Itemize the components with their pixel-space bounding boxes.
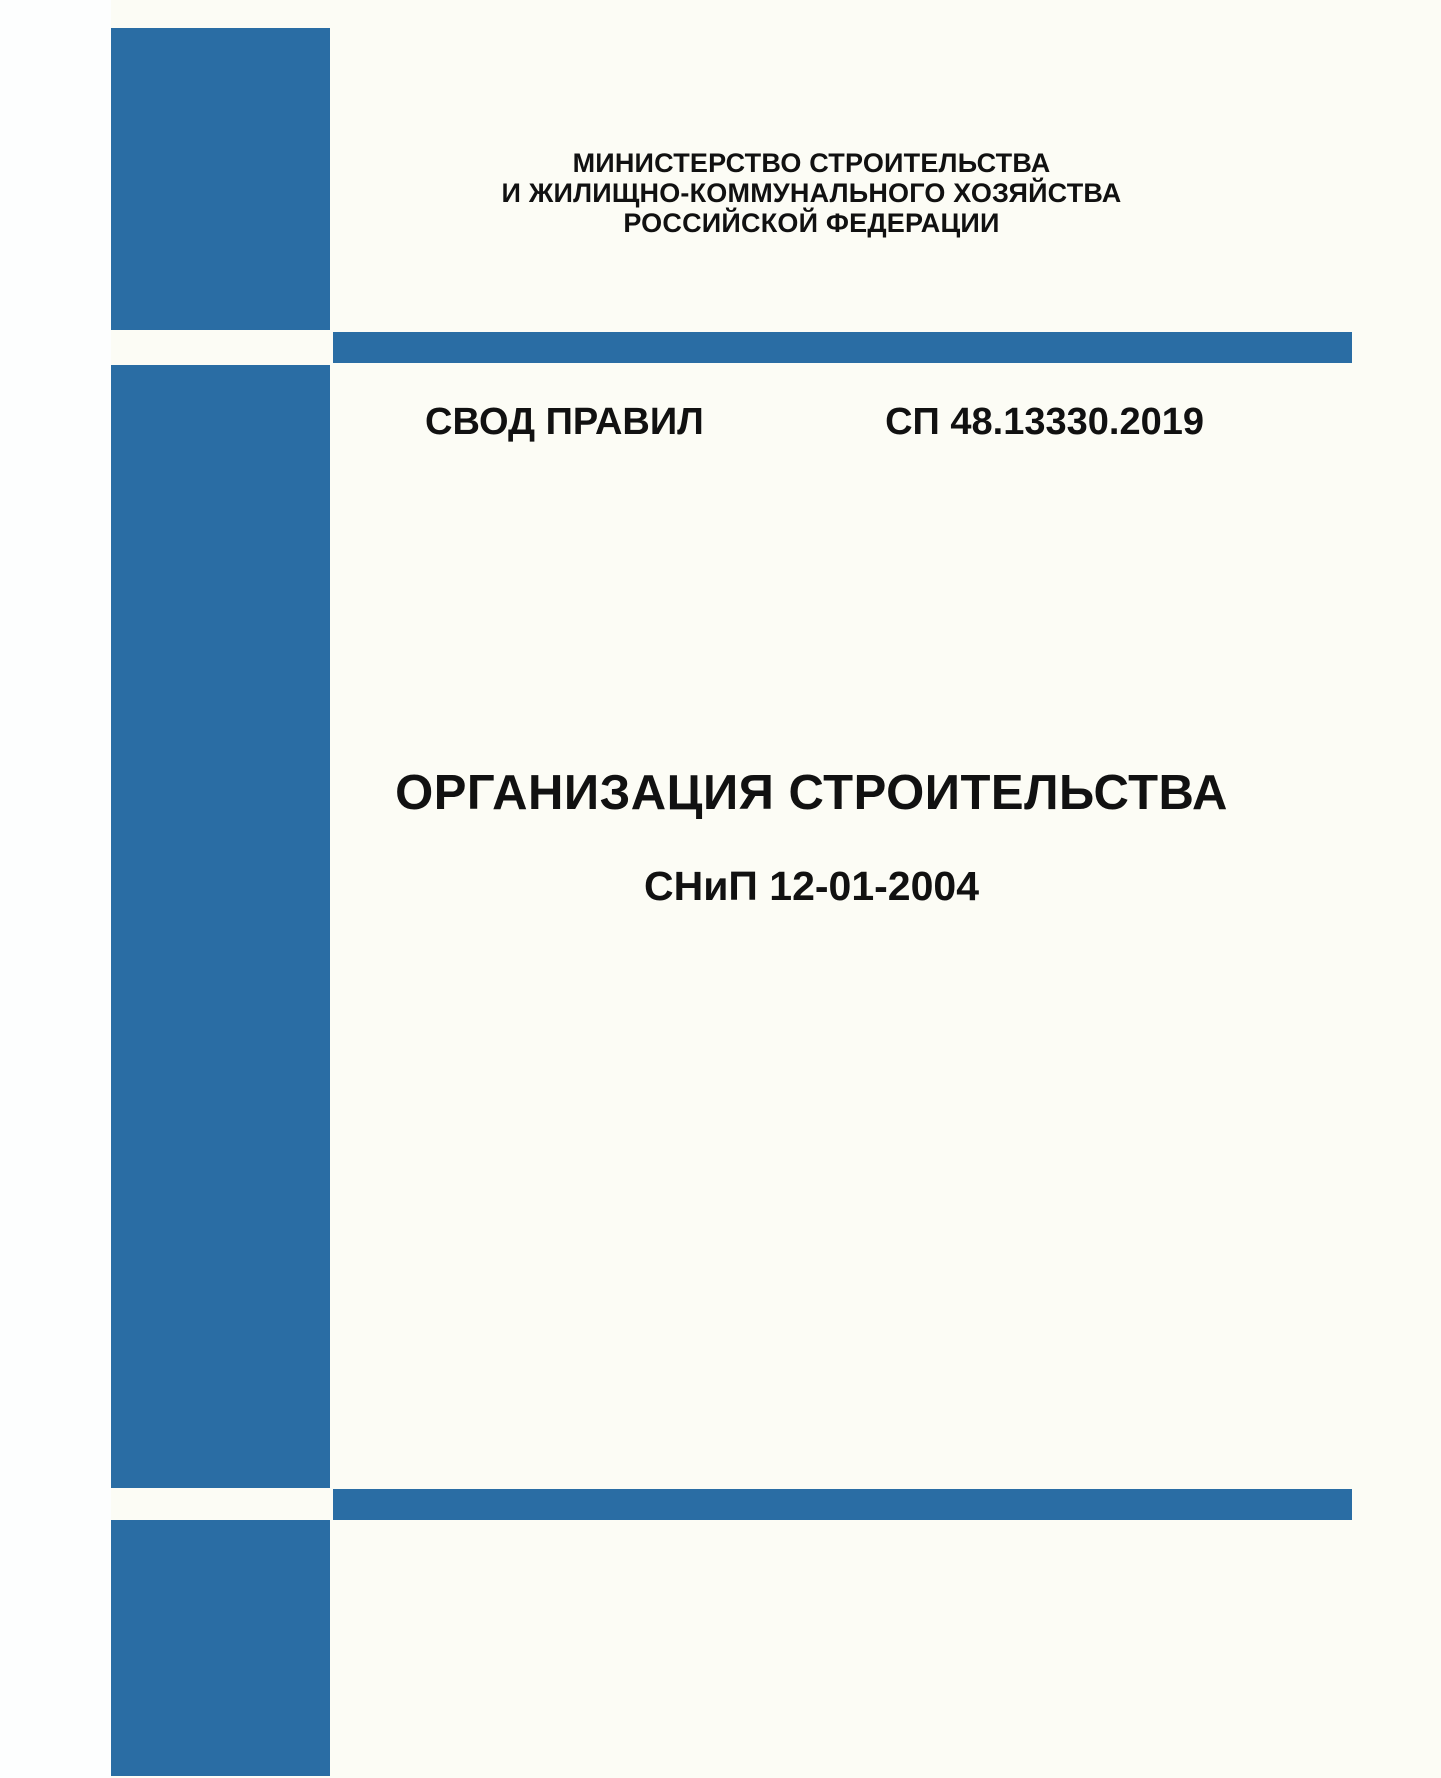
- document-code: СП 48.13330.2019: [885, 401, 1204, 443]
- left-accent-bar-segment-bottom: [111, 1520, 330, 1776]
- document-type-label: СВОД ПРАВИЛ: [425, 401, 704, 443]
- left-accent-bar-segment-middle: [111, 365, 330, 1488]
- ministry-header: [333, 148, 1290, 238]
- ministry-header-line3: РОССИЙСКОЙ ФЕДЕРАЦИИ: [623, 208, 1000, 238]
- left-accent-bar-segment-top: [111, 28, 330, 330]
- ministry-header-line1: МИНИСТЕРСТВО СТРОИТЕЛЬСТВА: [572, 148, 1051, 178]
- ministry-header-line2: И ЖИЛИЩНО-КОММУНАЛЬНОГО ХОЗЯЙСТВА: [501, 178, 1122, 208]
- document-code-row: [425, 403, 1204, 441]
- document-subtitle: СНиП 12-01-2004: [643, 863, 979, 909]
- document-title: ОРГАНИЗАЦИЯ СТРОИТЕЛЬСТВА: [395, 766, 1228, 820]
- cover-content: [333, 0, 1290, 1778]
- left-margin-strip: [0, 0, 111, 1778]
